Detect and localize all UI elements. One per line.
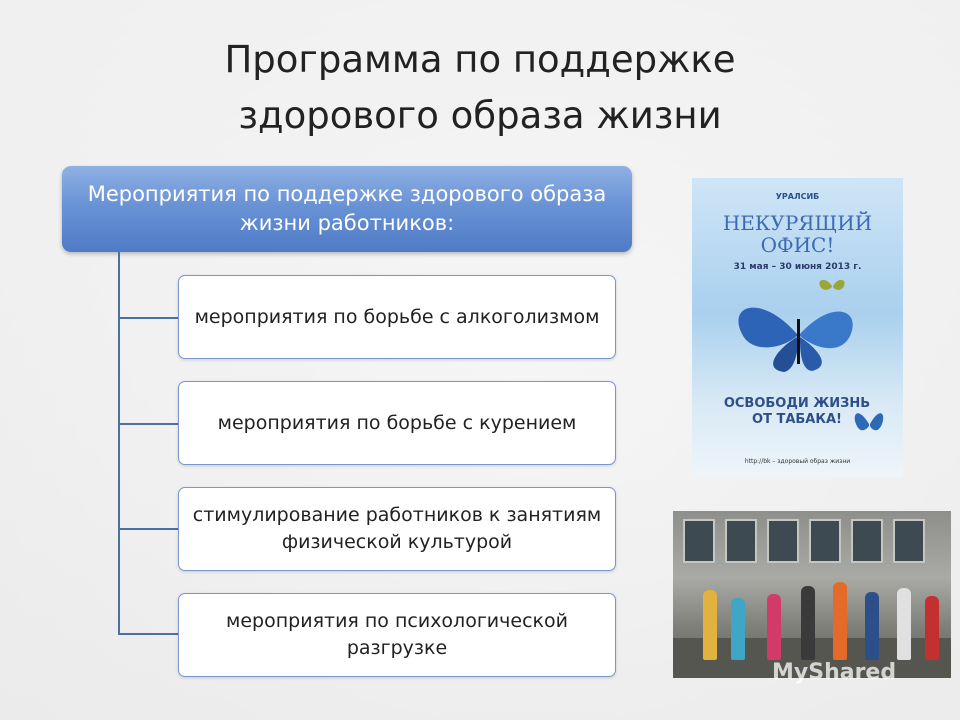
building-window (767, 519, 799, 563)
diagram-connector-vertical (118, 252, 120, 634)
diagram-child-sport: стимулирование работников к занятиям физической культурой (178, 487, 616, 571)
runner-figure (833, 582, 847, 660)
runner-figure (731, 598, 745, 660)
diagram-root-box: Мероприятия по поддержке здорового образа жизни работников: (62, 166, 632, 252)
poster-headline (692, 212, 903, 256)
watermark: MyShared (772, 660, 897, 685)
diagram-connector-branch (118, 633, 178, 635)
building-window (851, 519, 883, 563)
poster-dates: 31 мая – 30 июня 2013 г. (733, 262, 862, 272)
building-window (893, 519, 925, 563)
runner-figure (897, 588, 911, 660)
runner-figure (703, 590, 717, 660)
diagram-child-psychology: мероприятия по психологической разгрузке (178, 593, 616, 677)
poster-footer: http://bk – здоровый образ жизни (744, 458, 851, 465)
runner-figure (767, 594, 781, 660)
title-line-2: здорового образа жизни (238, 94, 722, 137)
running-race-photo (673, 511, 951, 678)
no-smoking-poster-image (692, 178, 903, 477)
poster-slogan: ОСВОБОДИ ЖИЗНЬ ОТ ТАБАКА! (723, 396, 871, 427)
building-window (725, 519, 757, 563)
runner-figure (925, 596, 939, 660)
diagram-child-alcohol: мероприятия по борьбе с алкоголизмом (178, 275, 616, 359)
diagram-connector-branch (118, 423, 178, 425)
runner-figure (801, 586, 815, 660)
title-line-1: Программа по поддержке (224, 38, 736, 81)
butterfly-icon (852, 404, 886, 444)
poster-headline-line-1: НЕКУРЯЩИЙ (722, 211, 873, 235)
small-butterfly-icon (817, 274, 847, 298)
building-window (683, 519, 715, 563)
diagram-child-smoking: мероприятия по борьбе с курением (178, 381, 616, 465)
diagram-connector-branch (118, 317, 178, 319)
runner-figure (865, 592, 879, 660)
slide-title (0, 32, 960, 144)
building-window (809, 519, 841, 563)
poster-brand: УРАЛСИБ (775, 192, 820, 201)
poster-headline-line-2: ОФИС! (760, 233, 835, 257)
diagram-connector-branch (118, 528, 178, 530)
butterfly-icon (722, 274, 872, 384)
